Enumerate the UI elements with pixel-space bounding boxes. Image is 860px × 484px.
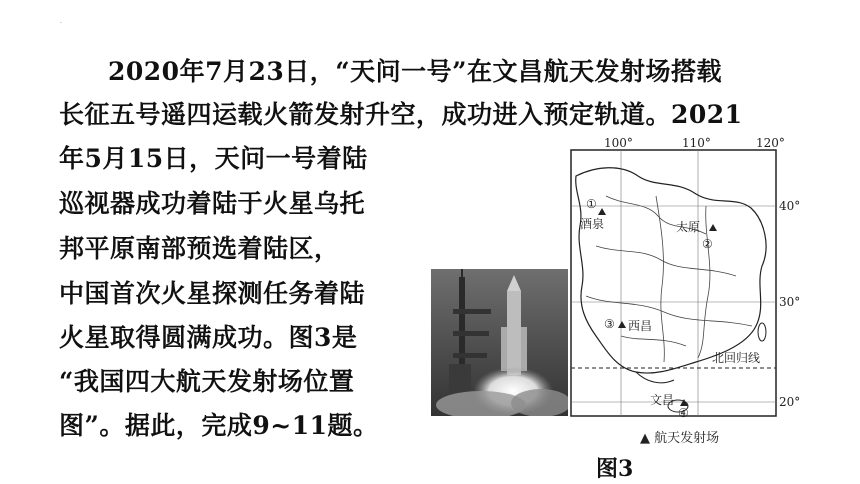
latitude-label-30: 30° <box>779 295 801 309</box>
paragraph-line-8: “我国四大航天发射场位置 <box>59 367 355 396</box>
paragraph-line-9: 图”。据此，完成9~11题。 <box>59 411 379 440</box>
launch-site-map <box>566 136 806 421</box>
latitude-label-20: 20° <box>779 395 801 409</box>
map-svg <box>566 136 806 421</box>
paragraph-line-6: 中国首次火星探测任务着陆 <box>59 279 366 308</box>
place-jiuquan: 酒泉 <box>580 217 605 231</box>
tropic-label: 北回归线 <box>712 351 761 365</box>
scan-dot: · <box>60 20 62 27</box>
paragraph-line-7: 火星取得圆满成功。图3是 <box>59 323 358 352</box>
marker-2: ② <box>702 237 713 251</box>
longitude-label-110: 110° <box>682 136 711 150</box>
longitude-label-100: 100° <box>604 136 633 150</box>
place-wenchang: 文昌 <box>650 393 675 407</box>
rocket-launch-illustration <box>431 269 568 416</box>
paragraph-line-5: 邦平原南部预选着陆区， <box>59 234 340 263</box>
figure-caption: 图3 <box>596 456 634 482</box>
map-legend: ▲ 航天发射场 <box>640 431 720 446</box>
place-taiyuan: 太原 <box>676 220 701 234</box>
paragraph-line-3: 年5月15日，天问一号着陆 <box>59 144 368 173</box>
latitude-label-40: 40° <box>779 199 801 213</box>
paragraph-line-2: 长征五号遥四运载火箭发射升空，成功进入预定轨道。2021 <box>59 100 743 129</box>
marker-1: ① <box>586 197 597 211</box>
longitude-label-120: 120° <box>756 136 785 150</box>
place-xichang: 西昌 <box>628 319 653 333</box>
paragraph-line-4: 巡视器成功着陆于火星乌托 <box>59 189 366 218</box>
rocket-launch-photo <box>431 269 568 416</box>
marker-3: ③ <box>604 317 615 331</box>
marker-4: ④ <box>678 406 689 420</box>
paragraph-line-1: 2020年7月23日，“天问一号”在文昌航天发射场搭载 <box>108 57 723 86</box>
